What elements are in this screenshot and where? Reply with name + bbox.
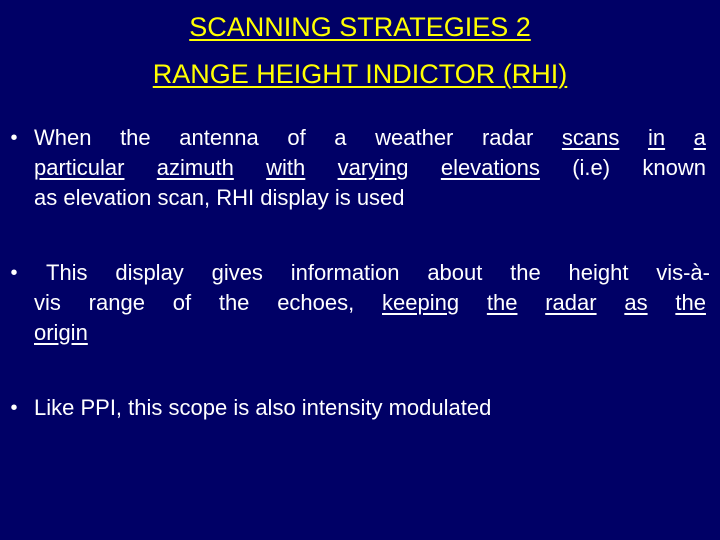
text-line: as elevation scan, RHI display is used: [34, 185, 405, 210]
bullet-dot-icon: •: [10, 262, 18, 284]
bullet-text: [34, 393, 706, 423]
title-line-2: RANGE HEIGHT INDICTOR (RHI): [152, 59, 568, 89]
bullet-dot-icon: •: [10, 397, 18, 419]
text-line: particular azimuth with varying elevations (i.e) known: [34, 155, 706, 180]
text-line: Like PPI, this scope is also intensity modulated: [34, 395, 492, 420]
text-line: vis range of the echoes, keeping the radar as the: [34, 290, 706, 315]
text-line: When the antenna of a weather radar scans in a: [34, 125, 706, 150]
bullet-text: [34, 123, 706, 213]
slide-title: [20, 4, 700, 98]
title-line-1: SCANNING STRATEGIES 2: [189, 12, 531, 42]
bullet-text: [46, 258, 710, 288]
bullet-dot-icon: •: [10, 127, 18, 149]
text-line: origin: [34, 320, 88, 345]
bullet-text-cont: [34, 288, 706, 348]
text-line: This display gives information about the height vis-à-: [46, 260, 710, 285]
